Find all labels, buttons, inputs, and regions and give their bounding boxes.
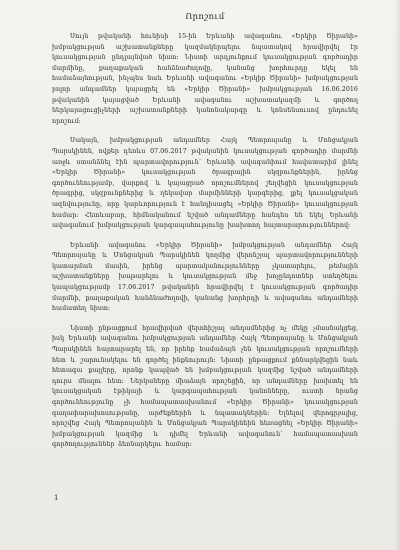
- paragraph-3: Երևանի ավագանու «Երկիր Ծիրանի» խմբակցության անդամներ Հայկ Պետրոսյանը և Մոնցակյան Պարսկինեն կողմից վերոնշյալ պարտավորությունների կատարման մասին, իրենց պարտականությունները չկատարելու, թեմային աշխատանքները խաթարելու և կուսակցության մեջ խոչընդոտներ ստեղծելու կապակցությամբ 17.06.2017 թվականին հրավիրվել է կուսակցության գործադիր մարմնի, քաղաքական հանձնաժողովի, կանանց խորհրդի և ավագանու անդամների համատեղ նիստ։: [52, 241, 358, 313]
- page-number: 1: [54, 494, 59, 502]
- paragraph-2: Սակայն, խմբակցության անդամներ Հայկ Պետրոսյանը և Մոնցակյան Պարսկինեն, ովքեր դեռևս 07.06.2017 թվականին կուսակցության գործադիր մարմնի առջև ստանձնել էին պարտավորություն՝ Երևանի ավագանիում հավատարիմ լինել «Երկիր Ծիրանի» կուսակցության ծրագրային սկզբունքներին, իրենց գործունեությամբ, վարքով և կայացրած որոշումներով շեղվեցին կուսակցության ծրագրից, սկզբունքներից և ղեկավար մարմինների կարգերից, լքել կուսակցական ազնվությունը, որը կարևորություն է հանդիսացել «Երկիր Ծիրանի» կուսակցության համար։ Հետևաբար, հիմնականում նշված անդամները հանդես են եկել Երևանի ավագանում խմբակցության կարգապահությունը խախտող հայտարարություններով։: [52, 137, 358, 230]
- paragraph-1: Սույն թվականի հունիսի 15-ին Երևանի ավագանու «Երկիր Ծիրանի» խմբակցության աշխատանքները կազմակերպելու նպատակով հրավիրվել էր կուսակցության ընդլայնված նիստ։ Նիստի արդյունքում կուսակցության գործադիր մարմինը, քաղաքական հանձնաժողովը, կանանց խորհուրդը եկել են համաձայնության, ինչպես նաև Երևանի ավագանու «Երկիր Ծիրանի» խմբակցության բոլոր անդամներ կայացրել են «Երկիր Ծիրանի» խմբակցության 16.06.2016 թվականին կայացված Երևանի ավագանու աշխատակազմի և գործող ներկայացուցիչների աշխատանքների կանոնակարգը և կոնսենսուսով ընդունել որոշում։: [52, 33, 358, 125]
- document-title: Որոշում: [185, 12, 225, 22]
- paragraph-4: Նիստի ընթացքում հրավիրված վերոհիշյալ անդամներից ոչ մեկը չմասնակցեց, իսկ Երևանի ավագանու խմբակցության անդամներ Հայկ Պետրոսյանը և Մոնցակյան Պարսկինեն հայտարարել են, որ իրենք համաձայն չեն կուսակցության որոշումների հետ և շարունակելու են գործել ինքնուրույն։ Նիստի ընթացքում քննարկվեցին նաև հետագա քայլերը, որոնք կապված են խմբակցության կազմից նշված անդամների դուրս մնալու հետ։ Ներկաները միաձայն որոշեցին, որ անդամները խախտել են կուսակցական էթիկայի և կարգապահության կանոնները, ուստի նրանց գործունեությունը չի համապատասխանում «Երկիր Ծիրանի» կուսակցության գաղափարախոսությանը, արժեքներին և նպատակներին։ Ելնելով վերոգրյալից, որոշվեց Հայկ Պետրոսյանին և Մոնցակյան Պարսկինեին հեռացնել «Երկիր Ծիրանի» խմբակցության կազմից և դիմել Երևանի ավագանուն՝ համապատասխան գործողություններ ձեռնարկելու համար։: [52, 324, 358, 449]
